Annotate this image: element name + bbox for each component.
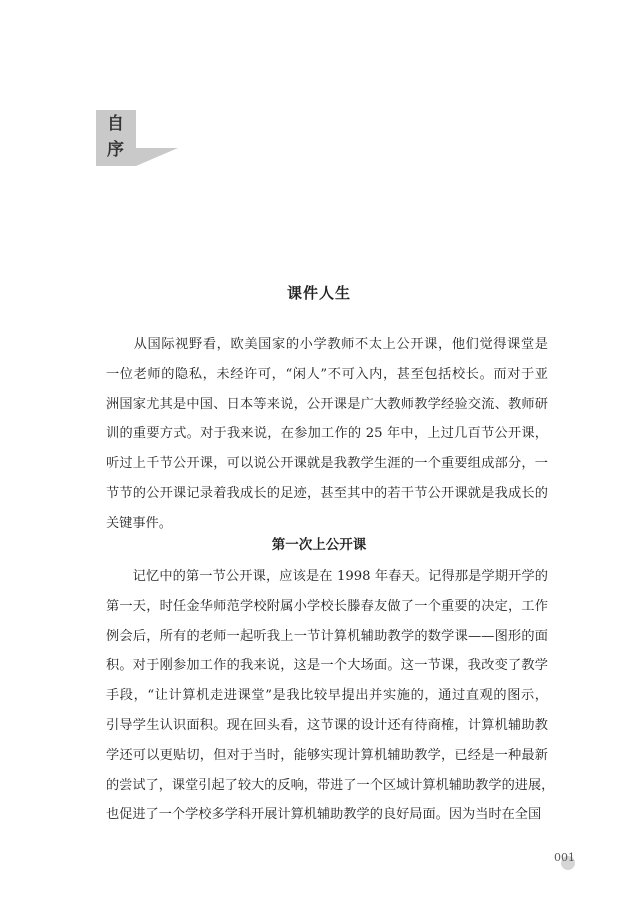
text-line: 积。对于刚参加工作的我来说，这是一个大场面。这一节课，我改变了教学	[106, 658, 548, 674]
text-line: 关键事件。	[106, 515, 172, 531]
text-line: 记忆中的第一节公开课，应该是在 1998 年春天。记得那是学期开学的	[106, 569, 548, 584]
text-line: 训的重要方式。对于我来说，在参加工作的 25 年中，上过几百节公开课，	[106, 426, 548, 442]
page-number: 001	[554, 851, 575, 864]
chapter-tab-char-2: 序	[107, 140, 124, 160]
text-line: 也促进了一个学校多学科开展计算机辅助教学的良好局面。因为当时在全国	[106, 807, 542, 823]
page-title: 课件人生	[286, 284, 351, 302]
chapter-tab-char-1: 自	[107, 114, 124, 134]
paragraph-intro	[106, 330, 548, 539]
chapter-tab-wedge	[136, 148, 178, 166]
text-line: 引导学生认识面积。现在回头看，这节课的设计还有待商榷，计算机辅助教	[106, 717, 548, 733]
text-line: 听过上千节公开课，可以说公开课就是我教学生涯的一个重要组成部分，一	[106, 456, 548, 472]
text-line: 学还可以更贴切，但对于当时，能够实现计算机辅助教学，已经是一种最新	[106, 747, 548, 763]
text-line: 手段，“让计算机走进课堂”是我比较早提出并实施的，通过直观的图示，	[106, 688, 548, 704]
text-line: 洲国家尤其是中国、日本等来说，公开课是广大教师教学经验交流、教师研	[106, 396, 548, 412]
paragraph-first-public-class	[106, 562, 555, 830]
text-line: 例会后，所有的老师一起听我上一节计算机辅助教学的数学课——图形的面	[106, 628, 548, 644]
text-line: 的尝试了，课堂引起了较大的反响，带进了一个区域计算机辅助教学的进展，	[106, 777, 555, 793]
text-line: 第一天，时任金华师范学校附属小学校长滕春友做了一个重要的决定，工作	[106, 598, 548, 614]
section-heading: 第一次上公开课	[271, 537, 367, 553]
text-line: 从国际视野看，欧美国家的小学教师不太上公开课，他们觉得课堂是	[106, 337, 548, 352]
text-line: 一位老师的隐私，未经许可，“闲人”不可入内，甚至包括校长。而对于亚	[106, 366, 548, 382]
text-line: 节节的公开课记录着我成长的足迹，甚至其中的若干节公开课就是我成长的	[106, 485, 548, 501]
